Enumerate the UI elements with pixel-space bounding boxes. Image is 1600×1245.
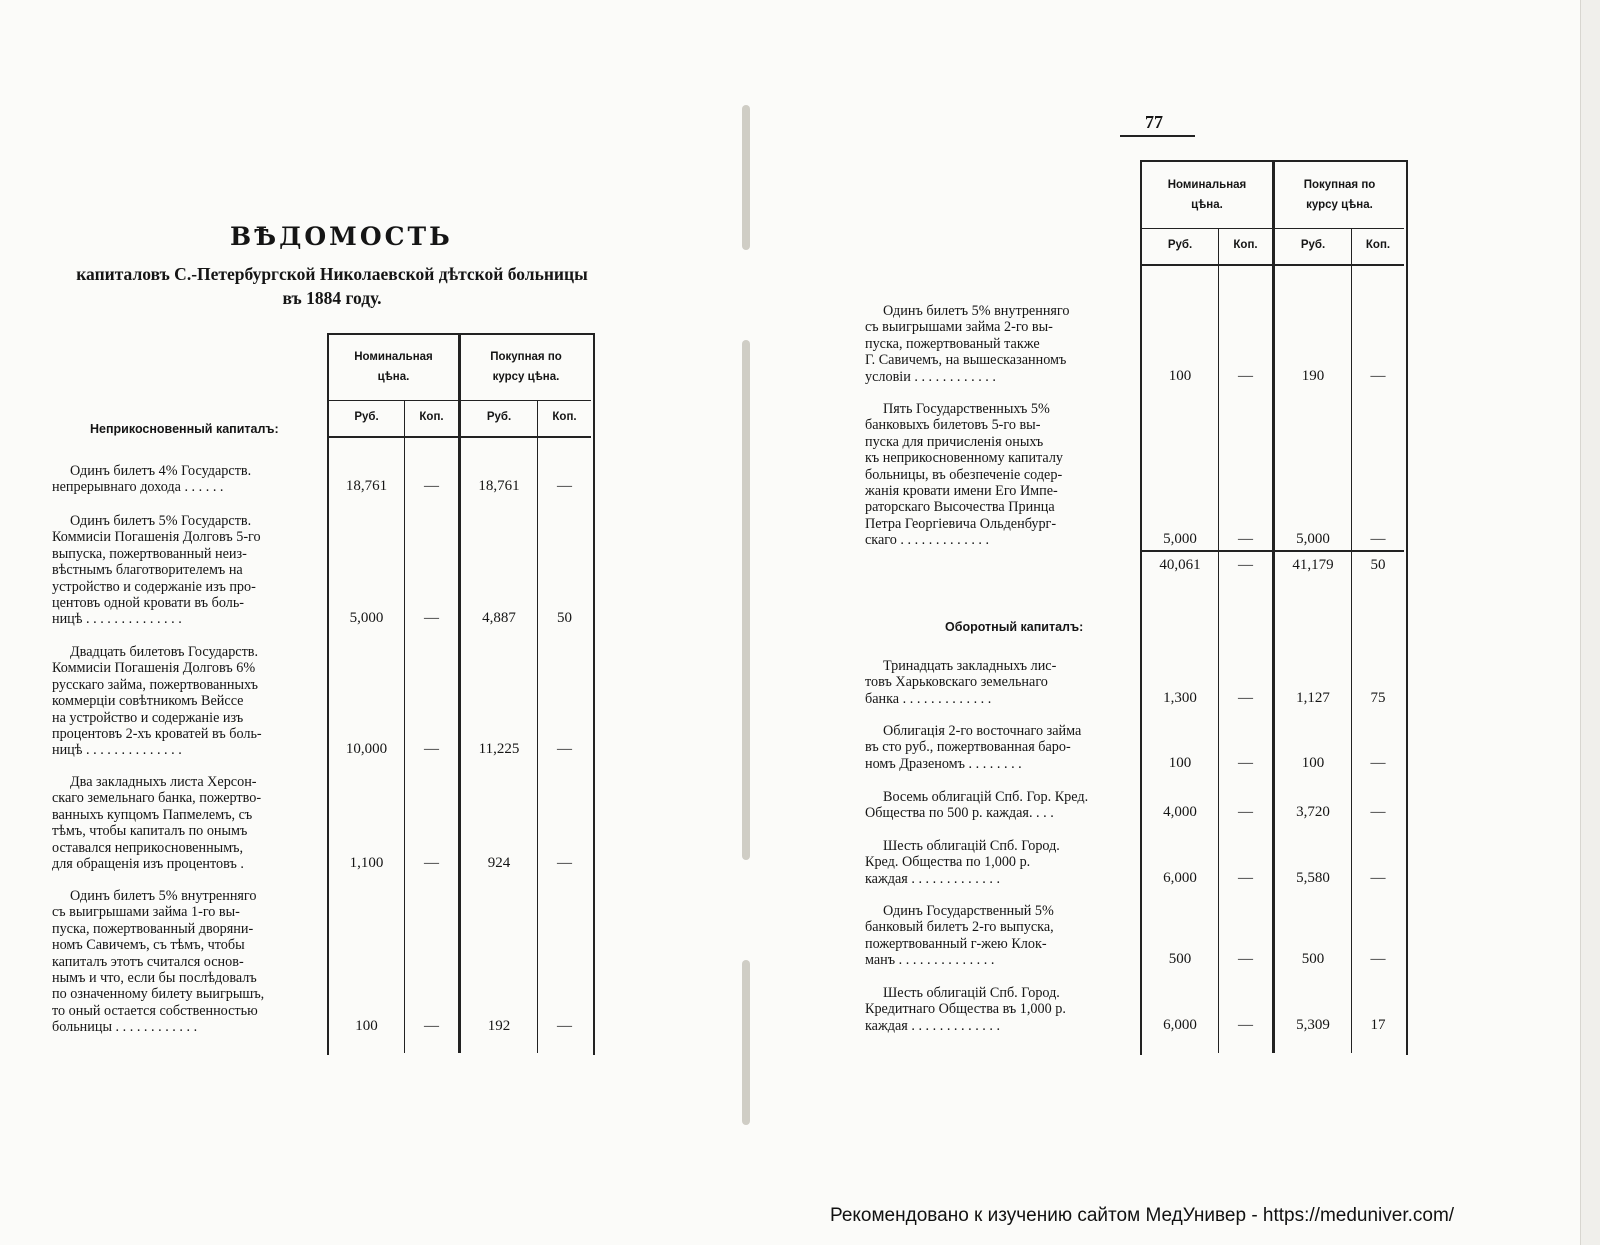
entry-text <box>52 513 317 628</box>
entry-line: пуска, пожертвованный дворяни- <box>52 920 254 937</box>
page-number-rule <box>1120 135 1195 137</box>
total-purchase-kop: 50 <box>1370 557 1386 573</box>
entry-line: Одинъ билетъ 5% внутренняго <box>70 888 257 904</box>
entry-line: раторскаго Высочества Принца <box>865 499 1055 516</box>
value-nominal-rub: 10,000 <box>345 741 388 758</box>
entry-line: нымъ и что, если бы послѣдовалъ <box>52 970 257 987</box>
value-nominal-kop: — <box>424 478 439 495</box>
entry-line: каждая . . . . . . . . . . . . . <box>865 1017 1001 1034</box>
entry-text <box>865 903 1130 969</box>
page-edge <box>1580 0 1600 1245</box>
value-purchase-rub: 924 <box>487 855 511 871</box>
entry-line: жанія кровати имени Его Импе- <box>865 483 1058 500</box>
spine-mark-bottom <box>742 960 750 1125</box>
entry-line: то оный остается собственностью <box>52 1002 258 1019</box>
entry-line: съ выигрышами займа 2-го вы- <box>865 319 1053 336</box>
left-col-divider-nom <box>404 400 405 1053</box>
left-header-nom-rub: Руб. <box>354 411 379 423</box>
entry-line: Одинъ билетъ 5% Государств. <box>70 513 252 529</box>
entry-text <box>52 888 317 1036</box>
entry-text <box>52 463 317 496</box>
value-purchase-rub: 3,720 <box>1296 804 1330 821</box>
entry-text <box>865 658 1130 707</box>
left-header-purchase <box>461 347 591 387</box>
entry-line: тѣмъ, чтобы капиталъ по онымъ <box>52 823 248 840</box>
value-purchase-kop: — <box>1370 869 1386 886</box>
right-header-nominal-line-1: Номинальная <box>1167 179 1247 191</box>
entry-line: Одинъ Государственный 5% <box>883 903 1054 919</box>
entry-line: для обращенія изъ процентовъ . <box>52 856 244 873</box>
entry-line: на устройство и содержаніе изъ <box>52 709 244 726</box>
value-purchase-kop: 17 <box>1370 1016 1386 1033</box>
value-purchase-kop: — <box>1370 951 1386 968</box>
entry-text <box>865 789 1130 822</box>
right-header-nom-rub: Руб. <box>1167 239 1193 251</box>
entry-line: больницы, въ обезпеченіе содер- <box>865 466 1063 483</box>
value-nominal-kop: — <box>1238 531 1253 548</box>
entry-line: Двадцать билетовъ Государств. <box>70 644 259 660</box>
value-purchase-kop: — <box>557 478 572 495</box>
left-header-nom-kop: Коп. <box>419 411 444 423</box>
value-purchase-rub: 5,309 <box>1296 1016 1330 1033</box>
right-col-divider-pur <box>1351 228 1352 1053</box>
entry-line: пожертвованный г-жею Клок- <box>865 935 1047 952</box>
entry-line: Общества по 500 р. каждая. . . . <box>865 805 1054 822</box>
entry-line: по означенному билету выигрышъ, <box>52 986 265 1003</box>
value-purchase-rub: 100 <box>1301 754 1325 771</box>
subtitle-line-1: капиталовъ С.-Петербургской Николаевской дѣтской больницы <box>76 264 588 284</box>
entry-line: Тринадцать закладныхъ лис- <box>883 658 1057 674</box>
total-nominal-rub: 40,061 <box>1159 557 1201 573</box>
entry-line: Коммисіи Погашенія Долговъ 5-го <box>52 529 261 546</box>
value-nominal-rub: 1,100 <box>349 855 384 871</box>
value-purchase-kop: — <box>557 1018 572 1035</box>
left-header-pur-rub: Руб. <box>486 411 512 423</box>
entry-line: ницѣ . . . . . . . . . . . . . . <box>52 742 182 759</box>
entry-line: капиталъ этотъ считался основ- <box>52 953 244 970</box>
right-header-purchase-line-1: Покупная по <box>1303 179 1376 191</box>
value-purchase-kop: — <box>557 855 572 871</box>
entry-line: процентовъ 2-хъ кроватей въ боль- <box>52 726 262 743</box>
right-header-nominal <box>1142 175 1272 215</box>
entry-line: устройство и содержаніе изъ про- <box>52 578 256 595</box>
spine-mark-top <box>742 105 750 250</box>
left-page <box>0 0 790 1245</box>
document-subtitle <box>52 262 612 310</box>
value-nominal-kop: — <box>1238 804 1253 821</box>
entry-line: ванныхъ купцомъ Папмелемъ, съ <box>52 806 253 823</box>
entry-line: пуска, пожертвованый также <box>865 335 1040 352</box>
entry-line: товъ Харьковскаго земельнаго <box>865 674 1048 691</box>
entry-line: центовъ одной кровати въ боль- <box>52 595 245 612</box>
entry-line: каждая . . . . . . . . . . . . . <box>865 870 1001 887</box>
left-header-purchase-line-2: курсу цѣна. <box>492 371 560 383</box>
value-nominal-rub: 100 <box>1168 754 1192 771</box>
left-col-divider-main <box>458 335 461 1053</box>
entry-line: русскаго займа, пожертвованныхъ <box>52 676 258 693</box>
entry-line: оставался неприкосновеннымъ, <box>52 839 244 856</box>
left-header-nominal-line-1: Номинальная <box>354 351 433 363</box>
entry-text <box>865 985 1130 1034</box>
left-header-purchase-line-1: Покупная по <box>490 351 562 363</box>
value-purchase-kop: — <box>1370 754 1386 771</box>
entry-line: номъ Савичемъ, съ тѣмъ, чтобы <box>52 937 245 954</box>
value-nominal-kop: — <box>424 741 439 758</box>
left-header-bottom-rule <box>329 436 591 438</box>
entry-line: коммерціи совѣтникомъ Вейссе <box>52 693 244 710</box>
entry-line: манъ . . . . . . . . . . . . . . <box>865 952 995 969</box>
right-header-nom-kop: Коп. <box>1233 239 1258 251</box>
entry-line: Восемь облигацій Спб. Гор. Кред. <box>883 789 1089 805</box>
entry-line: Одинъ билетъ 5% внутренняго <box>883 303 1070 319</box>
entry-line: Шесть облигацій Спб. Город. <box>883 838 1060 854</box>
value-nominal-kop: — <box>1238 367 1253 384</box>
value-purchase-rub: 4,887 <box>482 610 516 627</box>
left-section-title: Неприкосновенный капиталъ: <box>90 422 279 436</box>
value-nominal-rub: 100 <box>355 1018 378 1035</box>
left-header-nominal-line-2: цѣна. <box>377 371 410 383</box>
value-purchase-rub: 192 <box>487 1018 511 1035</box>
right-header-purchase <box>1275 175 1404 215</box>
value-purchase-kop: — <box>557 741 572 758</box>
value-purchase-kop: 75 <box>1370 689 1386 706</box>
entry-line: выпуска, пожертвованный неиз- <box>52 545 247 562</box>
left-header-nominal <box>329 347 458 387</box>
value-purchase-kop: — <box>1370 804 1386 821</box>
value-nominal-rub: 100 <box>1168 367 1192 384</box>
entry-line: условіи . . . . . . . . . . . . <box>865 368 996 385</box>
left-col-divider-pur <box>537 400 538 1053</box>
value-nominal-kop: — <box>1238 1016 1253 1033</box>
value-purchase-rub: 5,580 <box>1296 869 1330 886</box>
entry-line: съ выигрышами займа 1-го вы- <box>52 904 240 921</box>
entry-text <box>865 303 1130 385</box>
left-table-frame <box>327 333 595 1055</box>
value-nominal-rub: 4,000 <box>1163 804 1197 821</box>
entry-line: скаго земельнаго банка, пожертво- <box>52 790 262 807</box>
value-nominal-rub: 18,761 <box>345 478 388 495</box>
entry-line: Два закладныхъ листа Херсон- <box>70 774 257 790</box>
value-nominal-rub: 6,000 <box>1163 869 1197 886</box>
value-nominal-kop: — <box>424 1018 439 1035</box>
value-nominal-kop: — <box>1238 869 1253 886</box>
left-header-mid-rule <box>329 400 591 401</box>
right-header-pur-rub: Руб. <box>1300 239 1326 251</box>
entry-text <box>865 838 1130 887</box>
value-nominal-rub: 5,000 <box>1163 531 1197 548</box>
value-purchase-rub: 11,225 <box>478 741 520 758</box>
entry-line: банка . . . . . . . . . . . . . <box>865 690 992 707</box>
entry-line: больницы . . . . . . . . . . . . <box>52 1019 198 1036</box>
entry-line: скаго . . . . . . . . . . . . . <box>865 532 990 549</box>
page-number: 77 <box>1145 112 1163 132</box>
right-col-divider-main <box>1272 162 1275 1053</box>
entry-line: банковыхъ билетовъ 5-го вы- <box>865 417 1041 434</box>
entry-line: Одинъ билетъ 4% Государств. <box>70 463 252 479</box>
entry-text <box>865 401 1130 549</box>
entry-line: непрерывнаго дохода . . . . . . <box>52 479 224 496</box>
entry-text <box>865 723 1130 772</box>
footer-watermark: Рекомендовано к изучению сайтом МедУнивер - https://meduniver.com/ <box>830 1205 1455 1226</box>
total-purchase-rub: 41,179 <box>1292 557 1334 573</box>
right-section-title: Оборотный капиталъ: <box>945 620 1084 634</box>
value-nominal-kop: — <box>424 855 439 871</box>
value-purchase-rub: 500 <box>1301 951 1325 968</box>
right-header-nominal-line-2: цѣна. <box>1191 199 1223 211</box>
entry-text <box>52 774 317 872</box>
right-total-rule <box>1142 550 1404 552</box>
value-nominal-kop: — <box>1238 951 1253 968</box>
entry-line: къ неприкосновенному капиталу <box>865 450 1064 467</box>
value-purchase-kop: 50 <box>557 610 572 627</box>
value-nominal-kop: — <box>1238 754 1253 771</box>
value-nominal-kop: — <box>424 610 439 627</box>
left-header-pur-kop: Коп. <box>552 411 577 423</box>
entry-line: Коммисіи Погашенія Долговъ 6% <box>52 660 256 677</box>
spine-mark-mid <box>742 340 750 860</box>
value-purchase-rub: 18,761 <box>478 478 520 495</box>
value-purchase-kop: — <box>1370 367 1386 384</box>
value-nominal-rub: 6,000 <box>1163 1016 1197 1033</box>
total-nominal-kop: — <box>1238 557 1253 573</box>
entry-line: ницѣ . . . . . . . . . . . . . . <box>52 611 182 628</box>
value-nominal-kop: — <box>1238 689 1253 706</box>
right-header-pur-kop: Коп. <box>1365 239 1391 251</box>
right-col-divider-nom <box>1218 228 1219 1053</box>
entry-line: номъ Дразеномъ . . . . . . . . <box>865 755 1022 772</box>
value-nominal-rub: 5,000 <box>349 610 384 627</box>
right-header-bottom-rule <box>1142 264 1404 266</box>
value-purchase-rub: 1,127 <box>1296 689 1330 706</box>
entry-line: Кредитнаго Общества въ 1,000 р. <box>865 1001 1066 1018</box>
entry-line: Петра Георгіевича Ольденбург- <box>865 515 1057 532</box>
entry-line: Г. Савичемъ, на вышесказанномъ <box>865 352 1067 369</box>
entry-line: вѣстнымъ благотворителемъ на <box>52 562 243 579</box>
value-purchase-rub: 190 <box>1301 367 1325 384</box>
value-purchase-kop: — <box>1370 531 1386 548</box>
entry-line: Облигація 2-го восточнаго займа <box>883 723 1082 739</box>
value-nominal-rub: 1,300 <box>1163 689 1197 706</box>
entry-line: Пять Государственныхъ 5% <box>883 401 1050 417</box>
entry-text <box>52 644 317 759</box>
right-header-mid-rule <box>1142 228 1404 229</box>
entry-line: банковый билетъ 2-го выпуска, <box>865 919 1054 936</box>
entry-line: Шесть облигацій Спб. Город. <box>883 985 1060 1001</box>
value-nominal-rub: 500 <box>1168 951 1192 968</box>
right-header-purchase-line-2: курсу цѣна. <box>1306 199 1373 211</box>
value-purchase-rub: 5,000 <box>1296 531 1330 548</box>
document-title: ВѢДОМОСТЬ <box>230 222 453 251</box>
entry-line: въ сто руб., пожертвованная баро- <box>865 739 1071 756</box>
entry-line: Кред. Общества по 1,000 р. <box>865 854 1031 871</box>
subtitle-line-2: въ 1884 году. <box>282 288 382 308</box>
entry-line: пуска для причисленія оныхъ <box>865 433 1044 450</box>
